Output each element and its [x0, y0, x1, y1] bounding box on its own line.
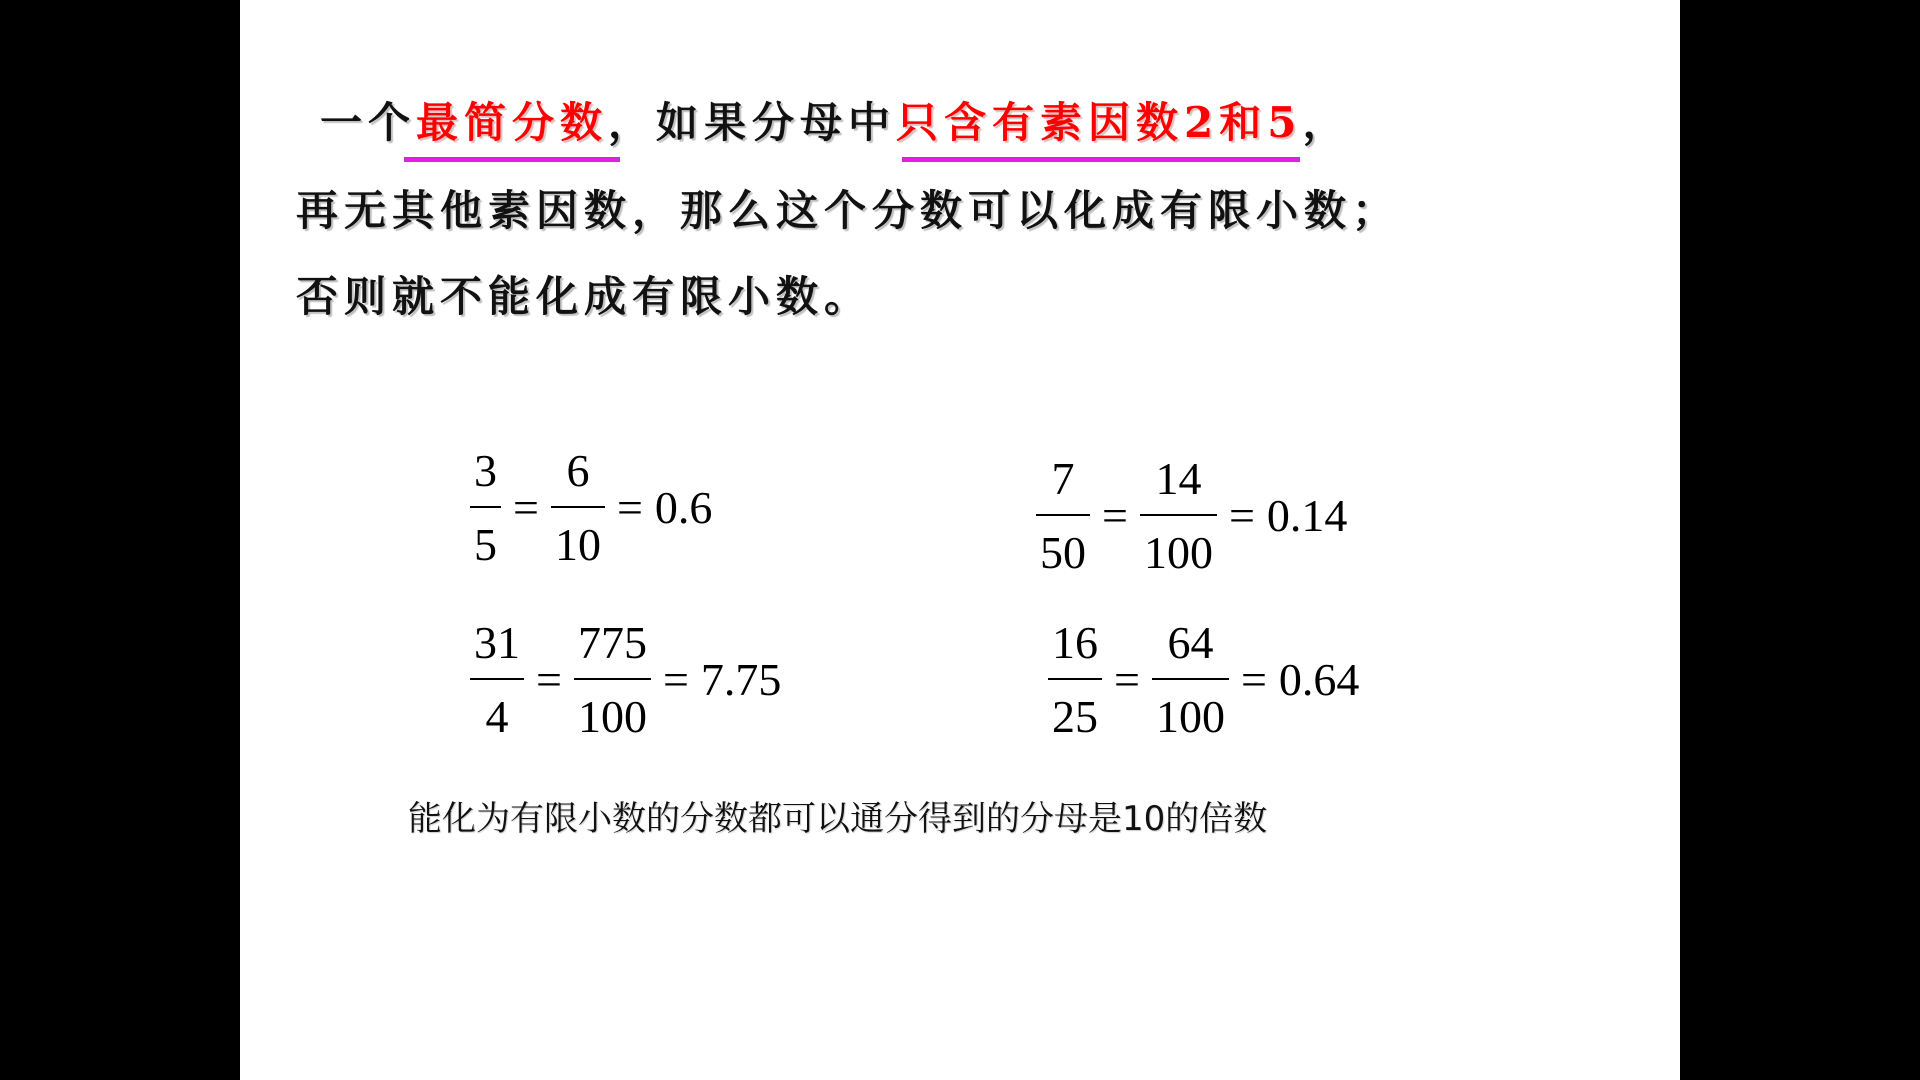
numerator: 64	[1167, 617, 1214, 668]
equals-sign: =	[1102, 490, 1128, 541]
fraction-bar	[551, 506, 605, 508]
denominator: 100	[577, 691, 647, 742]
decimal-result: 0.14	[1266, 490, 1348, 541]
numerator: 14	[1155, 453, 1202, 504]
slide	[240, 0, 1680, 1080]
highlight-prime-factors: 只含有素因数2和5	[896, 98, 1303, 147]
highlight-simplest-fraction: 最简分数	[416, 98, 609, 147]
line1-part2: ，如果分母中	[608, 98, 897, 147]
fraction-bar	[1140, 514, 1217, 516]
fraction-right	[574, 617, 651, 742]
conclusion-note: 能化为有限小数的分数都可以通分得到的分母是10的倍数	[408, 799, 1268, 839]
denominator: 10	[554, 519, 601, 570]
numerator: 775	[577, 617, 647, 668]
denominator: 100	[1155, 691, 1225, 742]
line1-part1: 一个	[320, 98, 417, 147]
fraction-bar	[1036, 514, 1090, 516]
fraction-right	[551, 445, 605, 570]
numerator: 7	[1051, 453, 1075, 504]
fraction-left	[470, 445, 501, 570]
fraction-left	[1036, 453, 1090, 578]
equation-2	[1036, 453, 1348, 578]
fraction-bar	[574, 678, 651, 680]
fraction-bar	[1152, 678, 1229, 680]
fraction-left	[470, 617, 524, 742]
denominator: 100	[1143, 527, 1213, 578]
equals-sign: =	[1240, 654, 1267, 705]
fraction-bar	[470, 678, 524, 680]
equals-sign: =	[513, 482, 539, 533]
equals-sign: =	[616, 482, 643, 533]
equals-sign: =	[536, 654, 562, 705]
numerator: 31	[474, 617, 520, 668]
line1-part3: ，	[1302, 98, 1351, 147]
equation-3	[470, 617, 782, 742]
decimal-result: 0.6	[654, 482, 713, 533]
underline-prime-factors	[902, 157, 1300, 162]
numerator: 6	[566, 445, 590, 496]
fraction-bar	[1048, 678, 1102, 680]
numerator: 16	[1052, 617, 1098, 668]
denominator: 50	[1040, 527, 1086, 578]
equation-4	[1048, 617, 1360, 742]
paragraph-line-3: 否则就不能化成有限小数。	[296, 272, 873, 321]
fraction-right	[1140, 453, 1217, 578]
equals-sign: =	[1228, 490, 1255, 541]
denominator: 4	[485, 691, 509, 742]
paragraph-line-1	[320, 98, 1351, 147]
fraction-right	[1152, 617, 1229, 742]
underline-simplest-fraction	[404, 157, 620, 162]
decimal-result: 7.75	[700, 654, 782, 705]
decimal-result: 0.64	[1278, 654, 1360, 705]
fraction-bar	[470, 506, 501, 508]
denominator: 25	[1052, 691, 1098, 742]
equals-sign: =	[662, 654, 689, 705]
denominator: 5	[474, 519, 497, 570]
numerator: 3	[474, 445, 497, 496]
paragraph-line-2: 再无其他素因数，那么这个分数可以化成有限小数；	[296, 186, 1401, 235]
equation-1	[470, 445, 713, 570]
fraction-left	[1048, 617, 1102, 742]
equals-sign: =	[1114, 654, 1140, 705]
